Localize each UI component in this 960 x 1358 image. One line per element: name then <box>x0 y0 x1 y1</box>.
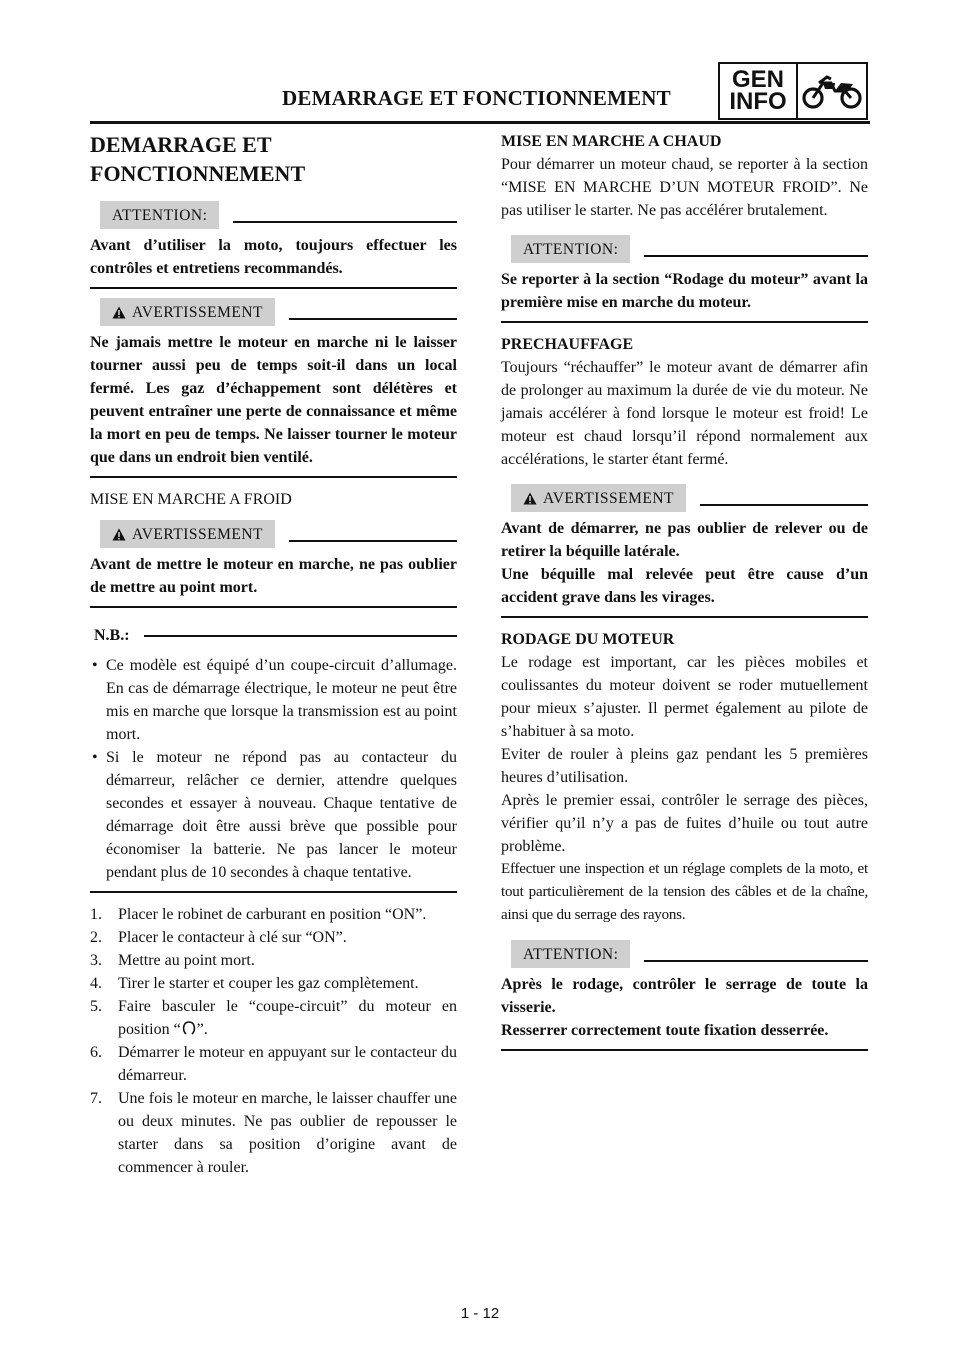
warning-label: AVERTISSEMENT <box>132 304 264 321</box>
attention-notice-2 <box>501 236 868 262</box>
warning-tag <box>100 520 275 548</box>
step-text: Mettre au point mort. <box>118 952 255 969</box>
break-in-text-2: Eviter de rouler à pleins gaz pendant les 5 premières heures d’utilisation. <box>501 746 868 786</box>
right-column <box>501 130 868 1061</box>
attention-text-3b: Resserrer correctement toute fixation desserrée. <box>501 1022 829 1039</box>
step-number: 6. <box>90 1044 102 1061</box>
attention-text-2: Se reporter à la section “Rodage du moteur” avant la première mise en marche du moteur. <box>501 271 868 311</box>
attention-text-1: Avant d’utiliser la moto, toujours effectuer les contrôles et entretiens recommandés. <box>90 237 457 277</box>
section-title-line-1: DEMARRAGE ET <box>90 132 272 157</box>
break-in-text-4: Effectuer une inspection et un réglage complets de la moto, et tout particulièrement de la tension des câbles et de la chaîne, ainsi que du serrage des rayons. <box>501 861 868 923</box>
step-number: 5. <box>90 998 102 1015</box>
step-number: 3. <box>90 952 102 969</box>
preheat-heading: PRECHAUFFAGE <box>501 336 634 353</box>
left-column <box>90 124 457 1179</box>
break-in-heading: RODAGE DU MOTEUR <box>501 631 675 648</box>
step-item <box>90 949 457 972</box>
notice-end-rule <box>90 476 457 478</box>
warning-label: AVERTISSEMENT <box>543 490 675 507</box>
step-number: 2. <box>90 929 102 946</box>
warning-notice-3 <box>501 485 868 511</box>
motorcycle-icon <box>798 64 866 118</box>
warning-notice-2 <box>90 521 457 547</box>
list-item: • Si le moteur ne répond pas au contacteur du démarreur, relâcher ce dernier, attendre quelques secondes et essayer à nouveau. Chaque tentative de démarrage doit être aussi brève que possible pour économiser la batterie. Ne pas lancer le moteur pendant plus de 10 secondes à chaque tentative. <box>90 746 457 884</box>
notice-end-rule <box>90 287 457 289</box>
step-text-end: ”. <box>196 1021 208 1038</box>
engine-run-symbol-icon <box>181 1020 197 1036</box>
start-steps <box>90 903 457 1179</box>
warning-triangle-icon <box>112 306 126 319</box>
step-text: Placer le robinet de carburant en position “ON”. <box>118 906 427 923</box>
notice-end-rule <box>501 616 868 618</box>
warm-start-text: Pour démarrer un moteur chaud, se reporter à la section “MISE EN MARCHE D’UN MOTEUR FROID”. Ne pas utiliser le starter. Ne pas accélérer brutalement. <box>501 156 868 219</box>
step-item <box>90 926 457 949</box>
notice-rule <box>644 255 868 257</box>
nb-notice <box>90 622 457 648</box>
gen-info-label <box>720 64 798 118</box>
step-number: 1. <box>90 906 102 923</box>
step-text: Placer le contacteur à clé sur “ON”. <box>118 929 347 946</box>
step-text: Faire basculer le “coupe-circuit” du moteur en position “ <box>118 998 457 1038</box>
notice-end-rule <box>501 1049 868 1051</box>
badge-line-2: INFO <box>729 88 787 115</box>
warning-triangle-icon <box>523 492 537 505</box>
warm-start-heading: MISE EN MARCHE A CHAUD <box>501 133 722 150</box>
step-item <box>90 903 457 926</box>
warning-text-3b: Une béquille mal relevée peut être cause d’un accident grave dans les virages. <box>501 566 868 606</box>
warning-label: AVERTISSEMENT <box>132 526 264 543</box>
warning-tag <box>100 298 275 326</box>
notice-end-rule <box>90 891 457 893</box>
attention-notice-1 <box>90 202 457 228</box>
step-item <box>90 1041 457 1087</box>
attention-label: ATTENTION: <box>511 940 630 968</box>
warning-text-3a: Avant de démarrer, ne pas oublier de relever ou de retirer la béquille latérale. <box>501 520 868 560</box>
attention-notice-3 <box>501 941 868 967</box>
break-in-text-1: Le rodage est important, car les pièces mobiles et coulissantes du moteur doivent se roder mutuellement pour mieux s’ajuster. Il permet également au pilote de s’habituer à sa moto. <box>501 654 868 740</box>
step-number: 4. <box>90 975 102 992</box>
notice-end-rule <box>90 606 457 608</box>
warning-triangle-icon <box>112 528 126 541</box>
nb-list <box>90 654 457 884</box>
header-title: DEMARRAGE ET FONCTIONNEMENT <box>282 86 671 110</box>
step-text: Une fois le moteur en marche, le laisser chauffer une ou deux minutes. Ne pas oublier de repousser le starter dans sa position d’origine avant de commencer à rouler. <box>118 1090 457 1176</box>
badge-line-1: GEN <box>731 66 784 93</box>
section-title <box>90 130 457 188</box>
attention-label: ATTENTION: <box>511 235 630 263</box>
cold-start-heading: MISE EN MARCHE A FROID <box>90 491 292 508</box>
step-item <box>90 972 457 995</box>
notice-rule <box>233 221 457 223</box>
list-item: • Ce modèle est équipé d’un coupe-circuit d’allumage. En cas de démarrage électrique, le moteur ne peut être mis en marche que lorsque la transmission est au point mort. <box>90 654 457 746</box>
attention-text-3a: Après le rodage, contrôler le serrage de toute la visserie. <box>501 976 868 1016</box>
warning-notice-1 <box>90 299 457 325</box>
step-text: Tirer le starter et couper les gaz complètement. <box>118 975 419 992</box>
notice-rule <box>289 318 457 320</box>
step-text: Démarrer le moteur en appuyant sur le contacteur du démarreur. <box>118 1044 457 1084</box>
notice-rule <box>144 635 457 637</box>
section-badge <box>718 62 868 120</box>
warning-text-1: Ne jamais mettre le moteur en marche ni le laisser tourner aussi peu de temps soit-il dans un local fermé. Les gaz d’échappement sont délétères et peuvent entraîner une perte de connaissance et même la mort en peu de temps. Ne laisser tourner le moteur que dans un endroit bien ventilé. <box>90 334 457 466</box>
warning-text-2: Avant de mettre le moteur en marche, ne pas oublier de mettre au point mort. <box>90 556 457 596</box>
attention-label: ATTENTION: <box>100 201 219 229</box>
section-title-line-2: FONCTIONNEMENT <box>90 161 306 186</box>
nb-label: N.B.: <box>94 626 130 644</box>
notice-rule <box>700 504 868 506</box>
break-in-text-3: Après le premier essai, contrôler le serrage des pièces, vérifier qu’il n’y a pas de fuites d’huile ou tout autre problème. <box>501 792 868 855</box>
notice-rule <box>644 960 868 962</box>
notice-rule <box>289 540 457 542</box>
notice-end-rule <box>501 321 868 323</box>
warning-tag <box>511 484 686 512</box>
page-number: 1 - 12 <box>460 1305 500 1322</box>
step-item <box>90 995 457 1041</box>
preheat-text: Toujours “réchauffer” le moteur avant de démarrer afin de prolonger au maximum la durée de vie du moteur. Ne jamais accélérer à fond lorsque le moteur est froid! Le moteur est chaud lorsqu’il répond normalement aux accélérations, le starter étant fermé. <box>501 359 868 468</box>
step-number: 7. <box>90 1090 102 1107</box>
step-item <box>90 1087 457 1179</box>
